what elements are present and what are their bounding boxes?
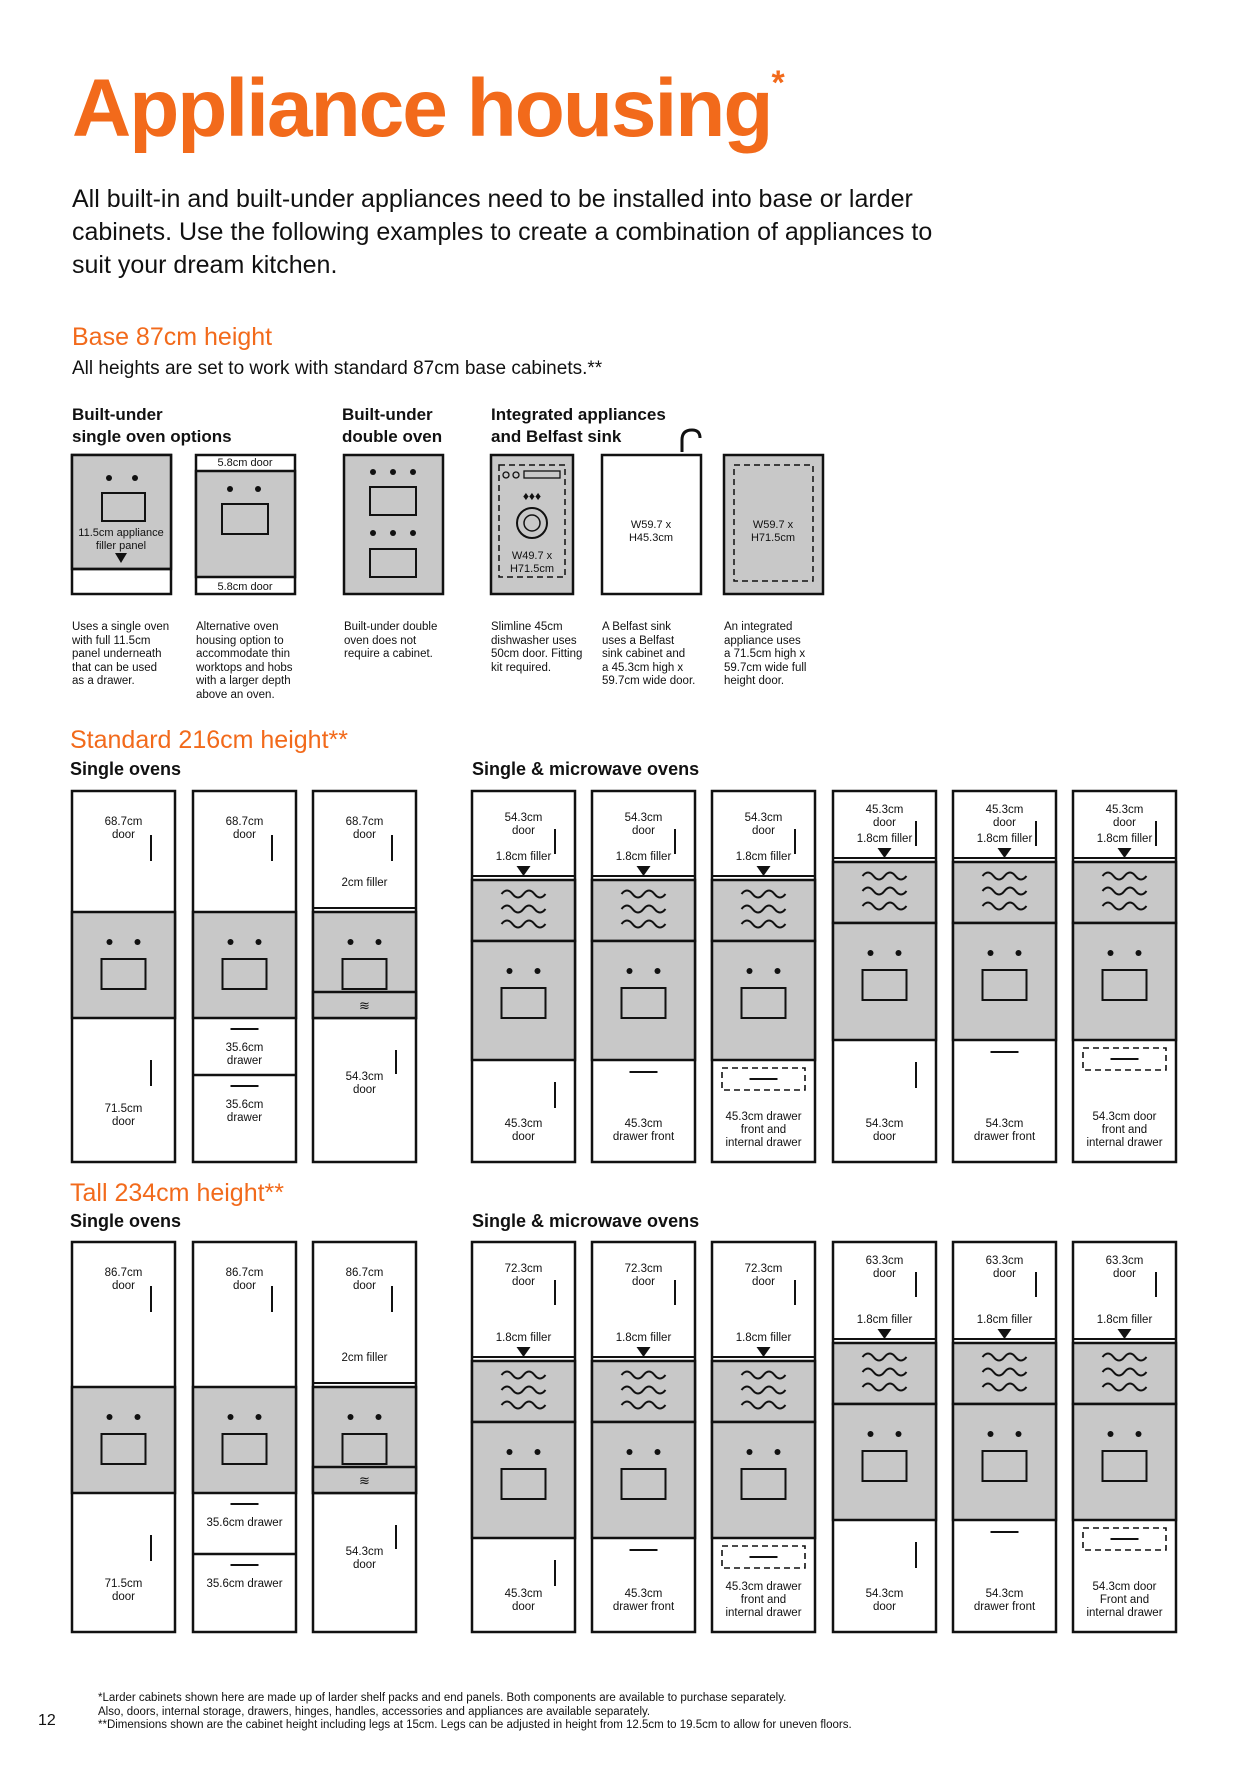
group-heading-double-oven: Built-under double oven [342,405,443,446]
oven-knob [256,1414,262,1420]
filler-label: 1.8cm filler [495,1332,552,1344]
door-label: 54.3cm door [865,1118,904,1143]
door-label: 45.3cm door [1105,804,1144,829]
filler-label: 2cm filler [341,877,388,889]
oven-knob [868,1431,874,1437]
svg-text:♦♦♦: ♦♦♦ [522,489,542,503]
dishwasher-size-1: W49.7 x [511,550,553,562]
door-label: 54.3cm drawer front [973,1118,1036,1143]
integrated-size-2: H71.5cm [750,532,796,544]
tall-cabinet-3 [313,1242,416,1632]
door-label: 45.3cm drawer front and internal drawer [725,1111,802,1149]
oven-panel [472,1422,575,1538]
oven-knob [896,1431,902,1437]
dishwasher-size-2: H71.5cm [509,563,555,575]
tall-cabinet-5 [592,1242,695,1632]
oven-knob [1108,1431,1114,1437]
oven-knob [135,1414,141,1420]
door-label: 45.3cm drawer front and internal drawer [725,1581,802,1619]
door-label: 86.7cm door [225,1267,264,1292]
oven-knob [107,1414,113,1420]
door-label: 45.3cm door [504,1118,543,1143]
door-label: 63.3cm door [1105,1255,1144,1280]
door-label: 72.3cm door [744,1263,783,1288]
standard-heading: Standard 216cm height** [70,726,348,754]
door-label: 45.3cm door [985,804,1024,829]
filler-label: 1.8cm filler [856,1314,913,1326]
door-label: 45.3cm drawer front [612,1588,675,1613]
tall-cabinet-9 [1073,1242,1176,1632]
oven-panel [712,1422,815,1538]
tall-cabinet-4 [472,1242,575,1632]
filler-label: 1.8cm filler [615,851,672,863]
group-heading-integrated: Integrated appliances and Belfast sink [491,405,666,446]
door-label: 54.3cm door [504,812,543,837]
door-label: 54.3cm door [744,812,783,837]
standard-single-heading: Single ovens [70,759,182,779]
door-label: 54.3cm door [624,812,663,837]
filler-label: 1.8cm filler [615,1332,672,1344]
drawer-label: 35.6cm drawer [206,1517,283,1529]
title-asterisk: * [771,63,783,102]
standard-micro-heading: Single & microwave ovens [472,759,700,779]
heat-icon: ≋ [359,998,370,1013]
tall-cabinet-7 [833,1242,936,1632]
door-label-bottom: 5.8cm door [217,581,273,593]
group-heading-single-oven: Built-under single oven options [72,405,232,446]
door-label: 54.3cm drawer front [973,1588,1036,1613]
oven-knob [376,1414,382,1420]
oven-knob [988,1431,994,1437]
drawer-label: 35.6cm drawer [225,1042,264,1067]
door-label: 54.3cm door front and internal drawer [1086,1111,1163,1149]
door-label: 72.3cm door [504,1263,543,1288]
oven-panel [592,1422,695,1538]
door-label: 54.3cm door Front and internal drawer [1086,1581,1163,1619]
sink-size-1: W59.7 x [630,519,672,531]
oven-knob [228,1414,234,1420]
door-label: 86.7cm door [345,1267,384,1292]
caption-alternative-housing: Alternative oven housing option to accommodate thin worktops and hobs with a larger depth above an oven. [196,621,293,701]
door-label: 68.7cm door [225,816,264,841]
integrated-size-1: W59.7 x [752,519,794,531]
caption-dishwasher: Slimline 45cm dishwasher uses 50cm door. Fitting kit required. [491,621,583,674]
door-label: 54.3cm door [345,1546,384,1571]
oven-knob [535,1449,541,1455]
tall-cabinet-2 [193,1242,296,1632]
caption-double-oven: Built-under double oven does not require a cabinet. [344,621,438,660]
caption-single-oven: Uses a single oven with full 11.5cm panel underneath that can be used as a drawer. [72,621,170,687]
oven-panel [72,1387,175,1493]
door-label: 68.7cm door [345,816,384,841]
oven-panel [953,1404,1056,1520]
door-label: 45.3cm door [504,1588,543,1613]
page-number: 12 [38,1712,56,1729]
door-label: 54.3cm door [345,1071,384,1096]
door-label: 86.7cm door [104,1267,143,1292]
filler-label: 1.8cm filler [856,833,913,845]
drawer-label: 35.6cm drawer [225,1099,264,1124]
base-note: All heights are set to work with standard 87cm base cabinets.** [72,358,603,379]
oven-knob [1016,1431,1022,1437]
filler-label: 1.8cm filler [1096,1314,1153,1326]
filler-label: 1.8cm filler [976,1314,1033,1326]
oven-knob [627,1449,633,1455]
tall-cabinet-6 [712,1242,815,1632]
door-label: 71.5cm door [104,1578,143,1603]
filler-label-2: filler panel [95,540,147,552]
door-label: 45.3cm drawer front [612,1118,675,1143]
door-label: 63.3cm door [865,1255,904,1280]
filler-label: 1.8cm filler [976,833,1033,845]
filler-label-1: 11.5cm appliance [78,527,164,539]
filler-label: 1.8cm filler [1096,833,1153,845]
page-title: Appliance housing* [72,63,783,154]
caption-belfast-sink: A Belfast sink uses a Belfast sink cabinet and a 45.3cm high x 59.7cm wide door. [602,621,696,687]
heat-icon: ≋ [359,1473,370,1488]
drawer-label: 35.6cm drawer [206,1578,283,1590]
intro-text: All built-in and built-under appliances need to be installed into base or larder cabinets. Use the following examples to create a combination of appliances to suit your dream kitchen. [72,185,933,279]
oven-panel [1073,1404,1176,1520]
footnote: *Larder cabinets shown here are made up of larder shelf packs and end panels. Both components are available to purchase separately. Also, doors, internal storage, drawers, hinges, handles, accessories and appliances are available separately. **Dimensions shown are the cabinet height including legs at 15cm. Legs can be adjusted in height from 12.5cm to 19.5cm to allow for uneven floors. [98,1692,852,1731]
oven-knob [507,1449,513,1455]
oven-panel [193,1387,296,1493]
door-label: 54.3cm door [865,1588,904,1613]
oven-knob [775,1449,781,1455]
oven-knob [747,1449,753,1455]
oven-knob [1136,1431,1142,1437]
tall-heading: Tall 234cm height** [70,1179,285,1207]
door-label-top: 5.8cm door [217,457,273,469]
base-heading: Base 87cm height [72,323,273,351]
filler-label: 1.8cm filler [735,1332,792,1344]
door-label: 68.7cm door [104,816,143,841]
tall-cabinet-8 [953,1242,1056,1632]
filler-label: 1.8cm filler [495,851,552,863]
sink-size-2: H45.3cm [628,532,674,544]
caption-integrated: An integrated appliance uses a 71.5cm high x 59.7cm wide full height door. [724,621,807,687]
tall-cabinet-1 [72,1242,175,1632]
tall-micro-heading: Single & microwave ovens [472,1211,700,1231]
oven-knob [348,1414,354,1420]
tall-single-heading: Single ovens [70,1211,182,1231]
filler-label: 2cm filler [341,1352,388,1364]
oven-knob [655,1449,661,1455]
door-label: 72.3cm door [624,1263,663,1288]
door-label: 45.3cm door [865,804,904,829]
filler-label: 1.8cm filler [735,851,792,863]
door-label: 63.3cm door [985,1255,1024,1280]
oven-panel [833,1404,936,1520]
door-label: 71.5cm door [104,1103,143,1128]
